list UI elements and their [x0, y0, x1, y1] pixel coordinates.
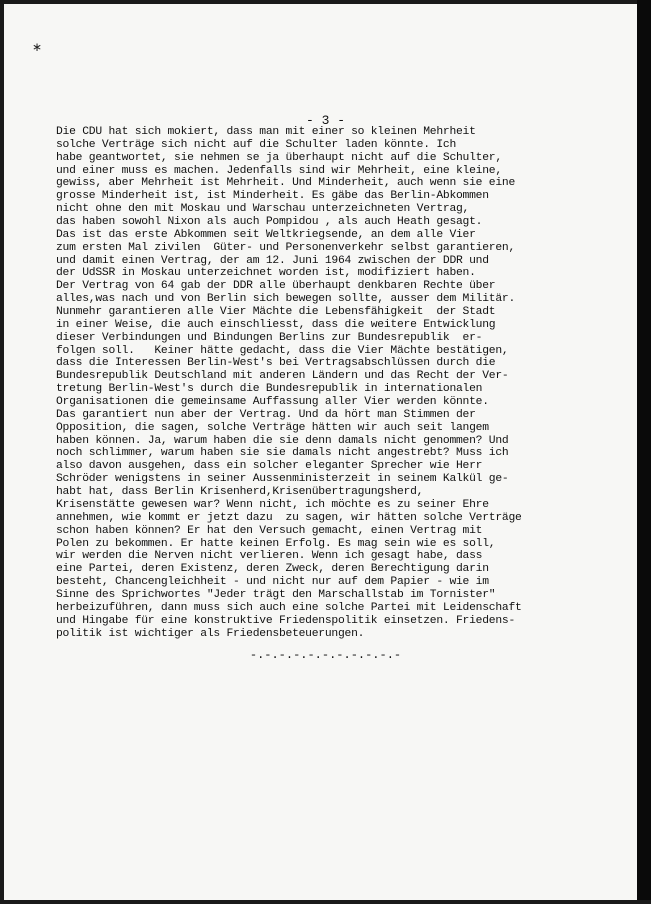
text-line: wir werden die Nerven nicht verlieren. Wenn ich gesagt habe, dass — [56, 550, 483, 563]
scan-edge-bottom — [0, 900, 651, 904]
text-line: gewiss, aber Mehrheit ist Mehrheit. Und Minderheit, auch wenn sie eine — [56, 177, 516, 190]
text-line: Nunmehr garantieren alle Vier Mächte die Lebensfähigkeit der Stadt — [56, 306, 496, 319]
scan-edge-top — [0, 0, 651, 4]
text-line: habe geantwortet, sie nehmen se ja überhaupt nicht auf die Schulter, — [56, 151, 502, 164]
text-line: und einer muss es machen. Jedenfalls sind wir Mehrheit, eine kleine, — [56, 164, 502, 177]
text-line: in einer Weise, die auch einschliesst, dass die weitere Entwicklung — [56, 318, 496, 331]
text-line: das haben sowohl Nixon als auch Pompidou , als auch Heath gesagt. — [56, 216, 483, 229]
scan-edge-left — [0, 0, 4, 904]
text-line: und Hingabe für eine konstruktive Friedenspolitik einsetzen. Friedens- — [56, 614, 516, 627]
text-line: zum ersten Mal zivilen Güter- und Personenverkehr selbst garantieren, — [56, 241, 516, 254]
text-line: Sinne des Sprichwortes "Jeder trägt den Marschallstab im Tornister" — [56, 588, 496, 601]
scan-edge-right — [637, 0, 651, 904]
text-line: noch schlimmer, warum haben sie sie damals nicht angestrebt? Muss ich — [56, 447, 509, 460]
text-line: schon haben können? Er hat den Versuch gemacht, einen Vertrag mit — [56, 524, 483, 537]
scan-speck: ∗ — [32, 40, 43, 54]
text-line: Das ist das erste Abkommen seit Weltkriegsende, an dem alle Vier — [56, 228, 476, 241]
text-line: und damit einen Vertrag, der am 12. Juni 1964 zwischen der DDR und — [56, 254, 489, 267]
text-line: der UdSSR in Moskau unterzeichnet worden ist, modifiziert haben. — [56, 267, 476, 280]
text-line: Der Vertrag von 64 gab der DDR alle überhaupt denkbaren Rechte über — [56, 280, 496, 293]
text-line: herbeizuführen, dann muss sich auch eine solche Partei mit Leidenschaft — [56, 601, 522, 614]
body-text — [56, 126, 616, 640]
text-line: folgen soll. Keiner hätte gedacht, dass die Vier Mächte bestätigen, — [56, 344, 509, 357]
text-line: Bundesrepublik Deutschland mit anderen Ländern und das Recht der Ver- — [56, 370, 509, 383]
text-line: Die CDU hat sich mokiert, dass man mit einer so kleinen Mehrheit — [56, 126, 476, 138]
text-line: Polen zu bekommen. Er hatte keinen Erfolg. Es mag sein wie es soll, — [56, 537, 496, 550]
text-line: solche Verträge sich nicht auf die Schulter laden könnte. Ich — [56, 138, 456, 151]
text-line: alles,was nach und von Berlin sich bewegen sollte, ausser dem Militär. — [56, 293, 516, 306]
text-line: Schröder wenigstens in seiner Aussenministerzeit in seinem Kalkül ge- — [56, 473, 509, 486]
text-line: annehmen, wie kommt er jetzt dazu zu sagen, wir hätten solche Verträge — [56, 511, 522, 524]
text-line: dieser Verbindungen und Bindungen Berlins zur Bundesrepublik er- — [56, 331, 483, 344]
text-line: Organisationen die gemeinsame Auffassung aller Vier werden könnte. — [56, 396, 489, 409]
page-number: - 3 - — [305, 113, 345, 128]
text-line: also davon ausgehen, dass ein solcher eleganter Sprecher wie Herr — [56, 460, 483, 473]
text-line: Krisenstätte gewesen war? Wenn nicht, ich möchte es zu seiner Ehre — [56, 498, 489, 511]
text-line: politik ist wichtiger als Friedensbeteuerungen. — [56, 627, 365, 640]
text-line: tretung Berlin-West's durch die Bundesrepublik in internationalen — [56, 383, 483, 396]
text-line: Opposition, die sagen, solche Verträge hätten wir auch seit langem — [56, 421, 489, 434]
text-line: grosse Minderheit ist, ist Minderheit. Es gäbe das Berlin-Abkommen — [56, 190, 489, 203]
text-line: nicht ohne den mit Moskau und Warschau unterzeichneten Vertrag, — [56, 203, 470, 216]
text-line: Das garantiert nun aber der Vertrag. Und da hört man Stimmen der — [56, 408, 476, 421]
section-divider: -.-.-.-.-.-.-.-.-.-.- — [249, 648, 402, 662]
text-line: haben können. Ja, warum haben die sie denn damals nicht genommen? Und — [56, 434, 509, 447]
text-line: habt hat, dass Berlin Krisenherd,Krisenübertragungsherd, — [56, 486, 424, 499]
text-line: dass die Interessen Berlin-West's bei Vertragsabschlüssen durch die — [56, 357, 496, 370]
text-line: eine Partei, deren Existenz, deren Zweck, deren Berechtigung darin — [56, 563, 489, 576]
text-line: besteht, Chancengleichheit - und nicht nur auf dem Papier - wie im — [56, 576, 489, 589]
